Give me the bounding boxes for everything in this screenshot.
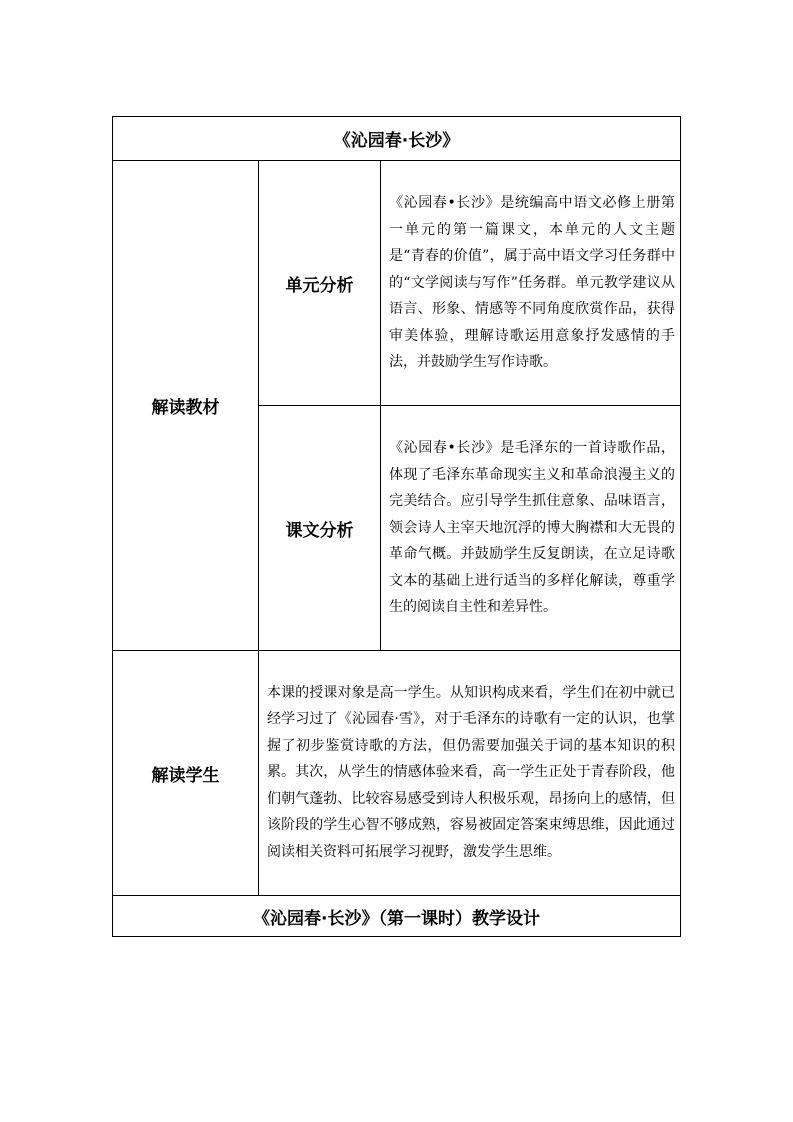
unit-analysis-row [113, 161, 681, 406]
title-row [113, 117, 681, 161]
section-label-students: 解读学生 [113, 651, 259, 896]
section-label-textbook: 解读教材 [113, 161, 259, 651]
student-analysis-row [113, 651, 681, 896]
footer-row [113, 896, 681, 937]
lesson-design-title: 《沁园春·长沙》（第一课时）教学设计 [113, 896, 681, 937]
text-analysis-text: 《沁园春•长沙》是毛泽东的一首诗歌作品，体现了毛泽东革命现实主义和革命浪漫主义的完美结合。应引导学生抓住意象、品味语言，领会诗人主宰天地沉浮的博大胸襟和大无畏的革命气概。并鼓励学生反复朗读，在立足诗歌文本的基础上进行适当的多样化解读，尊重学生的阅读自主性和差异性。 [381, 406, 681, 651]
lesson-plan-table [112, 116, 681, 937]
unit-analysis-text: 《沁园春•长沙》是统编高中语文必修上册第一单元的第一篇课文，本单元的人文主题是“青春的价值”，属于高中语文学习任务群中的“文学阅读与写作”任务群。单元教学建议从语言、形象、情感等不同角度欣赏作品，获得审美体验，理解诗歌运用意象抒发感情的手法，并鼓励学生写作诗歌。 [381, 161, 681, 406]
table-title: 《沁园春·长沙》 [113, 117, 681, 161]
row-label-unit-analysis: 单元分析 [259, 161, 381, 406]
row-label-text-analysis: 课文分析 [259, 406, 381, 651]
student-analysis-text: 本课的授课对象是高一学生。从知识构成来看，学生们在初中就已经学习过了《沁园春·雪》，对于毛泽东的诗歌有一定的认识，也掌握了初步鉴赏诗歌的方法，但仍需要加强关于词的基本知识的积累。其次，从学生的情感体验来看，高一学生正处于青春阶段，他们朝气蓬勃、比较容易感受到诗人积极乐观，昂扬向上的感情，但该阶段的学生心智不够成熟，容易被固定答案束缚思维，因此通过阅读相关资料可拓展学习视野，激发学生思维。 [259, 651, 681, 896]
